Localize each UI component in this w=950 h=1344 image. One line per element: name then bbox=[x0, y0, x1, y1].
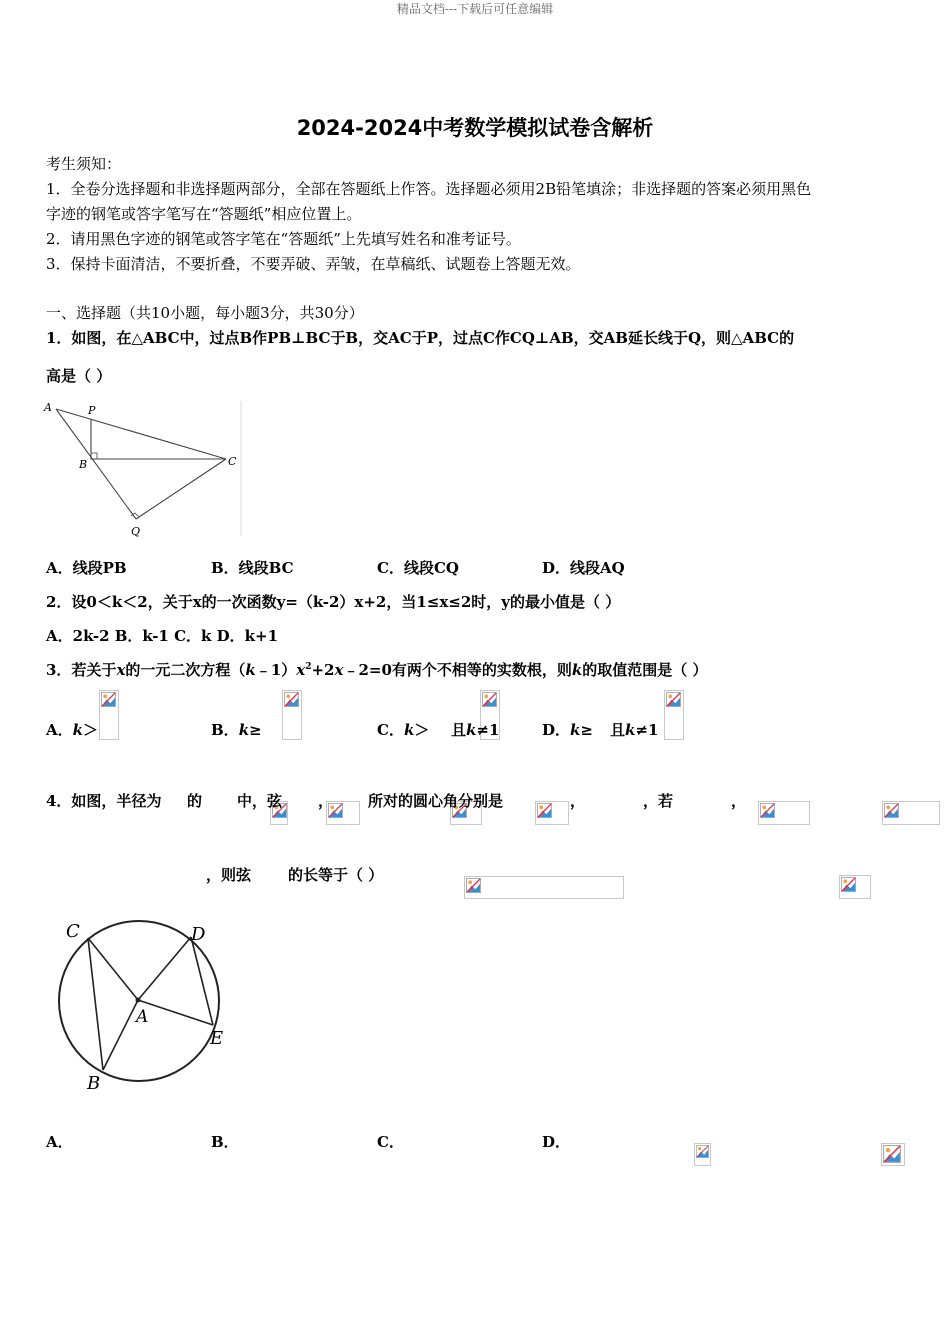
q4-option-a[interactable]: A． bbox=[46, 1133, 73, 1151]
q4-image-chord-3 bbox=[839, 875, 871, 899]
q1-label-Q: Q bbox=[131, 525, 141, 538]
broken-image-icon bbox=[883, 1145, 901, 1163]
broken-image-icon bbox=[666, 692, 681, 707]
broken-image-icon bbox=[482, 692, 497, 707]
q3-option-d-image bbox=[664, 690, 684, 740]
q4-text-4: 所对的圆心角分别是 bbox=[368, 792, 504, 810]
q1-option-b[interactable]: B．线段BC bbox=[211, 559, 294, 577]
q3-option-c[interactable]: C．k＞ bbox=[377, 721, 430, 739]
q4-option-b[interactable]: B． bbox=[211, 1133, 239, 1151]
q1-label-A: A bbox=[44, 401, 52, 414]
q3-option-a[interactable]: A．k＞ bbox=[46, 721, 99, 739]
q1-option-d[interactable]: D．线段AQ bbox=[542, 559, 625, 577]
q4-label-D: D bbox=[191, 924, 206, 945]
q4-comma-1: ， bbox=[318, 792, 334, 810]
broken-image-icon bbox=[760, 803, 775, 818]
notice-line-4: 3．保持卡面清洁，不要折叠，不要弄破、弄皱，在草稿纸、试题卷上答题无效。 bbox=[46, 255, 581, 273]
q3-option-d-tail: 且k≠1 bbox=[610, 721, 659, 739]
q1-option-c[interactable]: C．线段CQ bbox=[377, 559, 459, 577]
q1-option-a[interactable]: A．线段PB bbox=[46, 559, 127, 577]
q2-options[interactable]: A．2k-2 B．k-1 C．k D．k+1 bbox=[46, 627, 279, 645]
q4-image-chord-2 bbox=[535, 801, 569, 825]
q4-option-b-image bbox=[881, 1143, 905, 1166]
q1-label-C: C bbox=[228, 455, 237, 468]
broken-image-icon bbox=[537, 803, 552, 818]
q4-label-C: C bbox=[66, 921, 80, 942]
q1-stem-line-2: 高是（ ） bbox=[46, 367, 112, 385]
broken-image-icon bbox=[284, 692, 299, 707]
q4-image-angle-1 bbox=[758, 801, 810, 825]
q4-text-if: ，若 bbox=[643, 792, 674, 810]
notice-line-3: 2．请用黑色字迹的钢笔或答字笔在“答题纸”上先填写姓名和准考证号。 bbox=[46, 230, 521, 248]
section-heading: 一、选择题（共10小题，每小题3分，共30分） bbox=[46, 304, 364, 322]
notice-line-2: 字迹的钢笔或答字笔写在“答题纸”相应位置上。 bbox=[46, 205, 362, 223]
broken-image-icon bbox=[101, 692, 116, 707]
q4-comma-2: ， bbox=[570, 792, 586, 810]
q4-text-1: 4．如图，半径为 bbox=[46, 792, 162, 810]
q3-option-d[interactable]: D．k≥ bbox=[542, 721, 593, 739]
q3-option-a-image bbox=[99, 690, 119, 740]
q3-option-b-image bbox=[282, 690, 302, 740]
q4-text-5: ，则弦 bbox=[206, 866, 252, 884]
q4-label-E: E bbox=[210, 1028, 224, 1049]
q4-circle-figure bbox=[50, 912, 240, 1097]
q3-option-b[interactable]: B．k≥ bbox=[211, 721, 262, 739]
notice-heading: 考生须知： bbox=[46, 155, 122, 173]
broken-image-icon bbox=[884, 803, 899, 818]
q4-label-B: B bbox=[87, 1073, 101, 1094]
q2-stem: 2．设0＜k＜2，关于x的一次函数y=（k-2）x+2，当1≤x≤2时，y的最小值是（ ） bbox=[46, 593, 621, 611]
q4-image-angle-2 bbox=[882, 801, 940, 825]
q4-label-A: A bbox=[136, 1007, 149, 1027]
q4-option-d[interactable]: D． bbox=[542, 1133, 571, 1151]
q4-text-6: 的长等于（ ） bbox=[288, 866, 384, 884]
notice-line-1: 1．全卷分选择题和非选择题两部分，全部在答题纸上作答。选择题必须用2B铅笔填涂；非选择题的答案必须用黑色 bbox=[46, 180, 812, 198]
q4-option-a-image bbox=[694, 1143, 711, 1166]
q1-stem-line-1: 1．如图，在△ABC中，过点B作PB⊥BC于B，交AC于P，过点C作CQ⊥AB，交AB延长线于Q，则△ABC的 bbox=[46, 329, 795, 347]
q4-text-2: 的 bbox=[187, 792, 203, 810]
q1-label-B: B bbox=[79, 458, 88, 471]
page-title: 2024-2024中考数学模拟试卷含解析 bbox=[296, 116, 654, 140]
broken-image-icon bbox=[466, 878, 481, 893]
q1-triangle-figure bbox=[40, 396, 250, 541]
q4-text-3: 中，弦 bbox=[237, 792, 283, 810]
q4-image-condition-2 bbox=[464, 876, 624, 899]
q4-comma-4: ， bbox=[731, 792, 747, 810]
q3-stem: 3．若关于x的一元二次方程$(k﹣1)x^2+2x﹣2=0$有两个不相等的实数根，则k的取值范围是（ ） bbox=[46, 661, 708, 679]
q3-option-c-tail: 且k≠1 bbox=[451, 721, 500, 739]
broken-image-icon bbox=[696, 1145, 709, 1158]
broken-image-icon bbox=[841, 877, 856, 892]
q1-label-P: P bbox=[88, 404, 96, 417]
q4-option-c[interactable]: C． bbox=[377, 1133, 404, 1151]
header-note: 精品文档---下载后可任意编辑 bbox=[396, 2, 554, 16]
